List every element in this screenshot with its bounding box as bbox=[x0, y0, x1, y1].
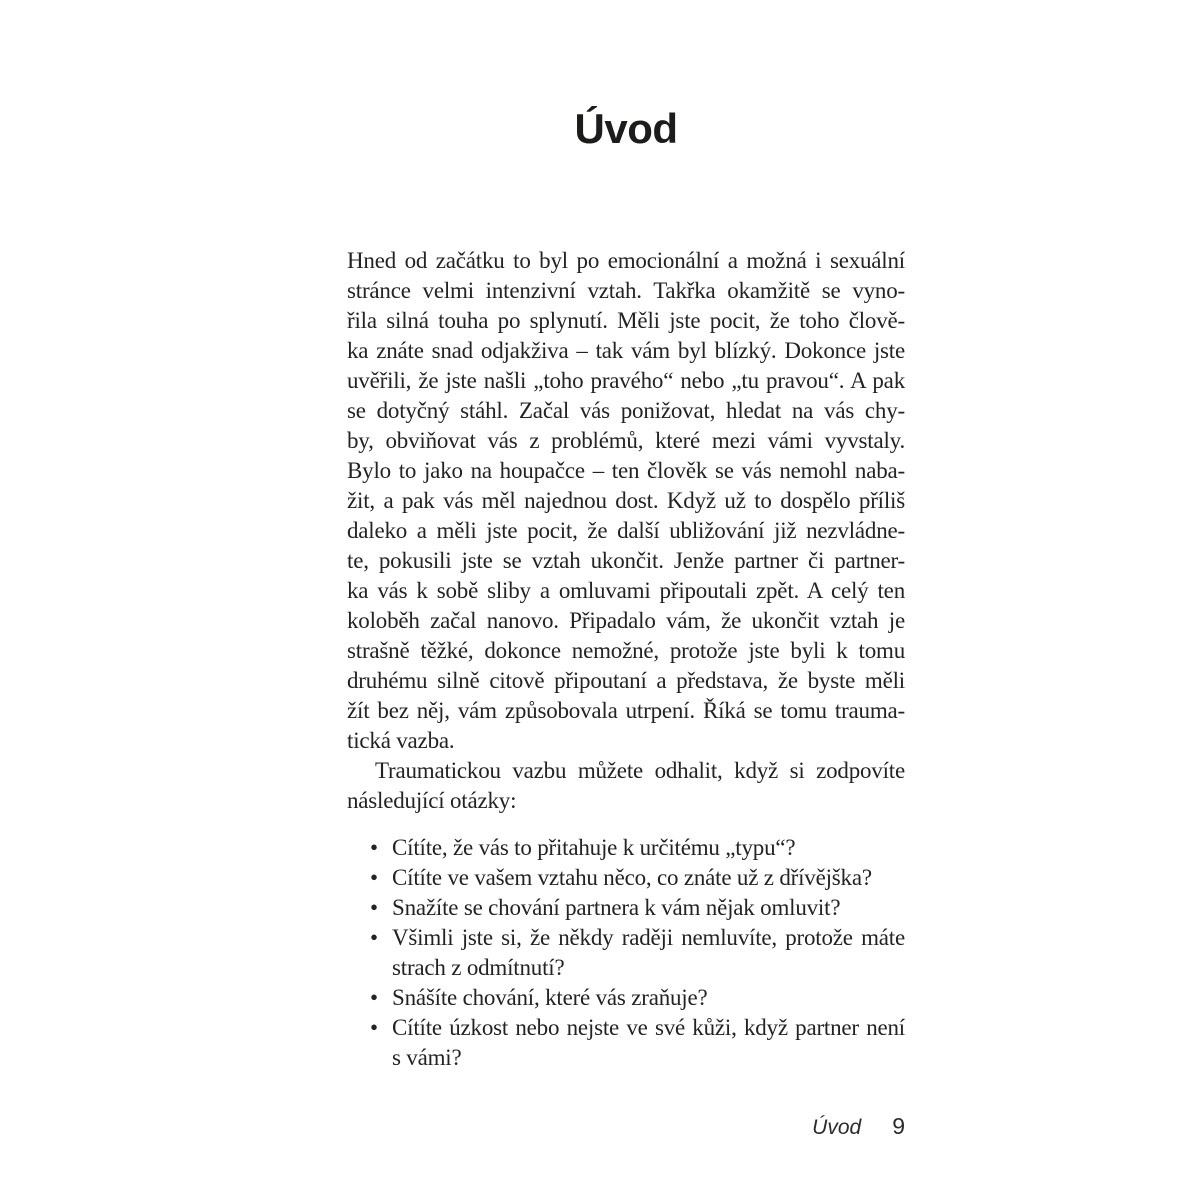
text-line: Bylo to jako na houpačce – ten člověk se vás nemohl naba- bbox=[347, 458, 905, 483]
body-text bbox=[347, 246, 905, 1073]
text-line: s vámi? bbox=[392, 1045, 462, 1070]
list-item bbox=[347, 833, 905, 863]
bullet-icon: • bbox=[370, 1015, 378, 1040]
footer-page-number: 9 bbox=[892, 1113, 905, 1139]
bullet-text bbox=[392, 893, 905, 923]
text-line: Všimli jste si, že někdy raději nemluvíte, protože máte bbox=[392, 925, 905, 950]
bullet-icon: • bbox=[370, 865, 378, 890]
bullet-text bbox=[392, 1013, 905, 1073]
list-item bbox=[347, 893, 905, 923]
paragraph-2 bbox=[347, 756, 905, 816]
text-line: ka znáte snad odjakživa – tak vám byl blízký. Dokonce jste bbox=[347, 338, 905, 363]
text-line: strašně těžké, dokonce nemožné, protože jste byli k tomu bbox=[347, 638, 905, 663]
text-line: uvěřili, že jste našli „toho pravého“ nebo „tu pravou“. A pak bbox=[347, 368, 905, 393]
text-line: Snášíte chování, které vás zraňuje? bbox=[392, 985, 708, 1010]
text-line: stránce velmi intenzivní vztah. Takřka okamžitě se vyno- bbox=[347, 278, 905, 303]
text-line: řila silná touha po splynutí. Měli jste pocit, že toho člově- bbox=[347, 308, 905, 333]
bullet-icon: • bbox=[370, 925, 378, 950]
page-title: Úvod bbox=[574, 105, 678, 152]
list-item bbox=[347, 983, 905, 1013]
text-line: Cítíte, že vás to přitahuje k určitému „typu“? bbox=[392, 835, 796, 860]
footer-section-label: Úvod bbox=[812, 1116, 862, 1139]
bullet-text bbox=[392, 863, 905, 893]
text-line: Snažíte se chování partnera k vám nějak omluvit? bbox=[392, 895, 841, 920]
bullet-text bbox=[392, 983, 905, 1013]
bullet-text bbox=[392, 923, 905, 983]
text-line: strach z odmítnutí? bbox=[392, 955, 565, 980]
text-line: ka vás k sobě sliby a omluvami připoutali zpět. A celý ten bbox=[347, 578, 905, 603]
text-line: žit, a pak vás měl najednou dost. Když už to dospělo příliš bbox=[347, 488, 905, 513]
bullet-text bbox=[392, 833, 905, 863]
text-line: žít bez něj, vám způsobovala utrpení. Říká se tomu trauma- bbox=[347, 698, 905, 723]
bullet-icon: • bbox=[370, 985, 378, 1010]
bullet-icon: • bbox=[370, 895, 378, 920]
text-line: následující otázky: bbox=[347, 788, 517, 813]
paragraph-1 bbox=[347, 246, 905, 756]
text-line: Hned od začátku to byl po emocionální a možná i sexuální bbox=[347, 248, 905, 273]
question-list bbox=[347, 833, 905, 1073]
text-line: by, obviňovat vás z problémů, které mezi vámi vyvstaly. bbox=[347, 428, 905, 453]
list-item bbox=[347, 1013, 905, 1073]
text-line: Cítíte úzkost nebo nejste ve své kůži, když partner není bbox=[392, 1015, 905, 1040]
text-line: Traumatickou vazbu můžete odhalit, když si zodpovíte bbox=[375, 758, 905, 783]
text-line: Cítíte ve vašem vztahu něco, co znáte už z dřívějška? bbox=[392, 865, 872, 890]
page-footer bbox=[347, 1112, 905, 1142]
text-line: druhému silně citově připoutaní a představa, že byste měli bbox=[347, 668, 905, 693]
list-item bbox=[347, 923, 905, 983]
text-line: koloběh začal nanovo. Připadalo vám, že ukončit vztah je bbox=[347, 608, 905, 633]
text-line: tická vazba. bbox=[347, 728, 455, 753]
list-item bbox=[347, 863, 905, 893]
text-line: se dotyčný stáhl. Začal vás ponižovat, hledat na vás chy- bbox=[347, 398, 905, 423]
text-line: te, pokusili jste se vztah ukončit. Jenže partner či partner- bbox=[347, 548, 905, 573]
text-line: daleko a měli jste pocit, že další ubližování již nezvládne- bbox=[347, 518, 905, 543]
bullet-icon: • bbox=[370, 835, 378, 860]
